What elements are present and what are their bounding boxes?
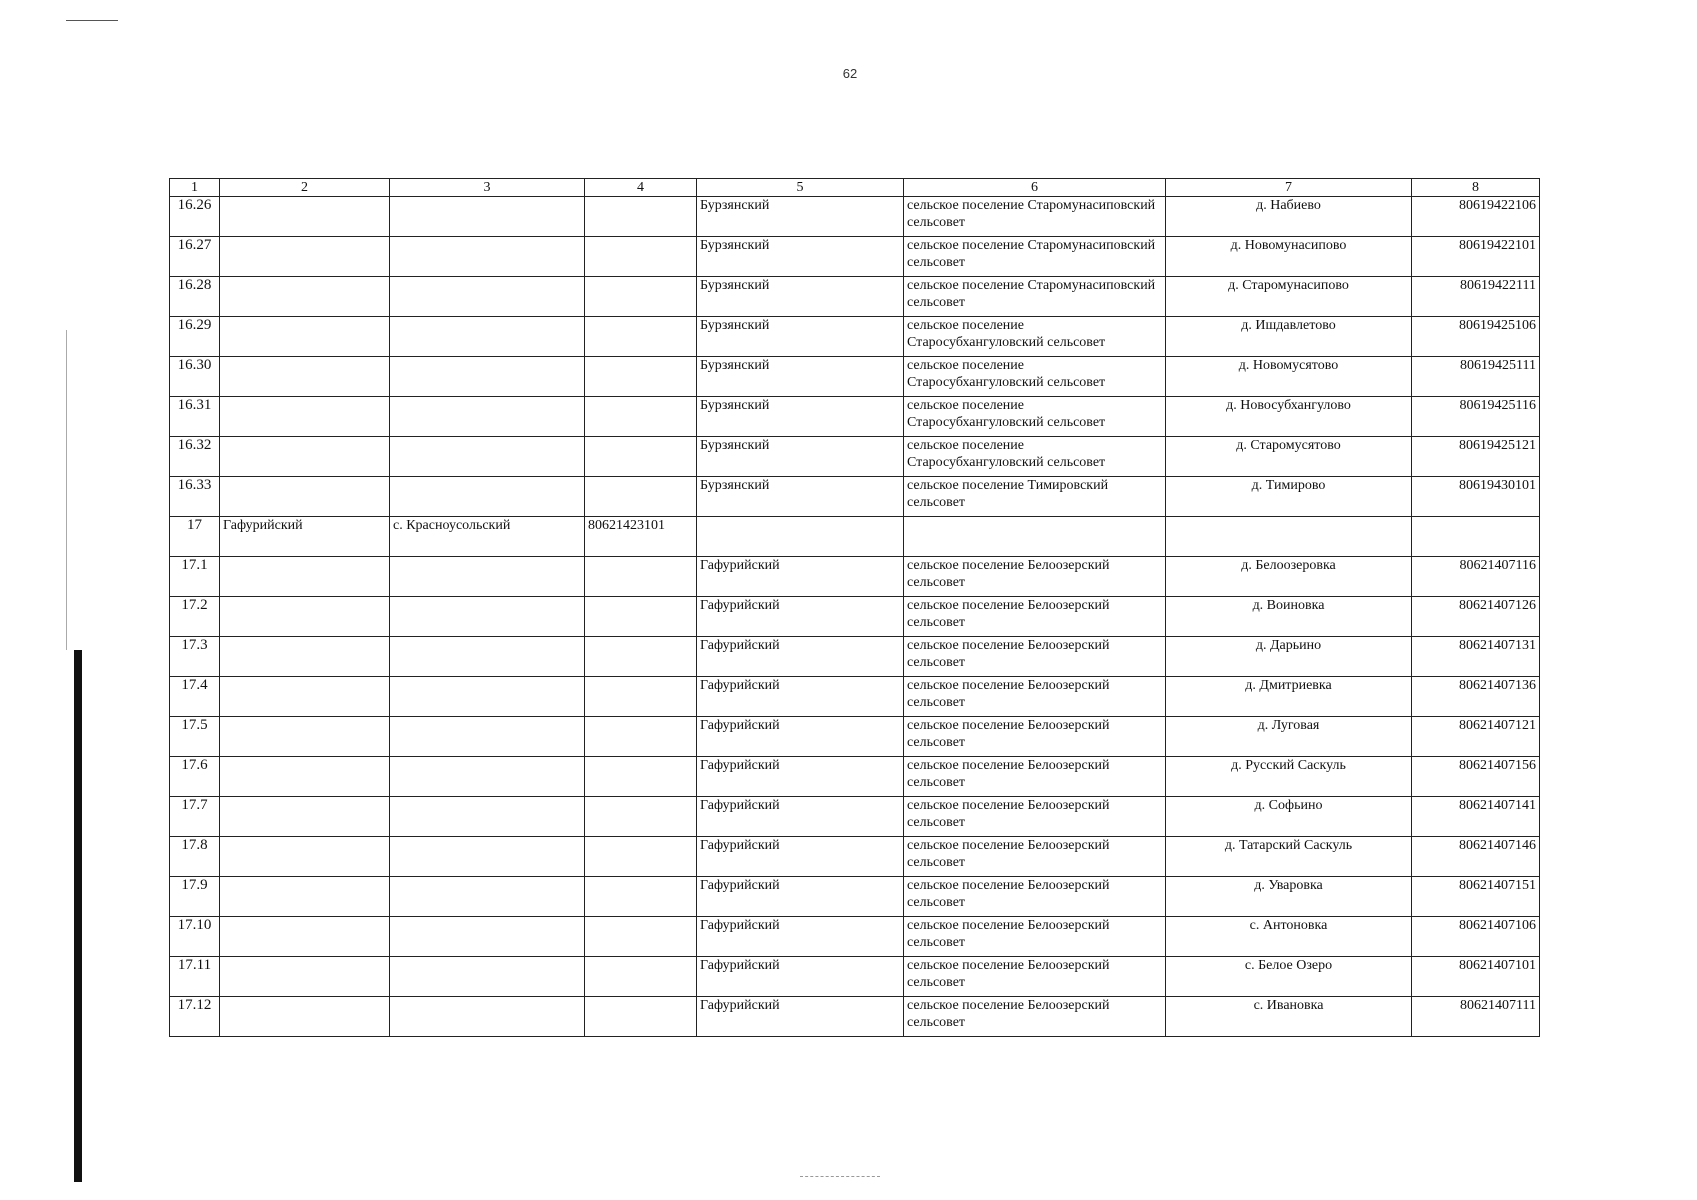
district-cell: Гафурийский [697,677,904,717]
row-number-cell: 17.8 [170,837,220,877]
district-cell: Гафурийский [697,917,904,957]
settlement-cell: сельское поселение Белоозерский сельсовет [904,597,1166,637]
row-number-cell: 16.33 [170,477,220,517]
oktmo-center-cell [585,797,697,837]
district-center-cell [220,757,390,797]
oktmo-center-cell [585,917,697,957]
table-row [170,957,1540,997]
oktmo-center-cell [585,597,697,637]
settlements-table [169,178,1540,1037]
settlement-cell: сельское поселение Белоозерский сельсовет [904,797,1166,837]
table-row [170,837,1540,877]
table-body [170,197,1540,1037]
header-cell-7: 7 [1166,179,1412,197]
row-number-cell: 17.5 [170,717,220,757]
header-cell-1: 1 [170,179,220,197]
district-center-cell [220,597,390,637]
table-row [170,237,1540,277]
village-cell: д. Белоозеровка [1166,557,1412,597]
oktmo-code-cell: 80621407141 [1412,797,1540,837]
oktmo-center-cell [585,277,697,317]
table-row [170,997,1540,1037]
district-center-cell [220,237,390,277]
row-number-cell: 17.9 [170,877,220,917]
oktmo-center-cell [585,237,697,277]
settlement-cell: сельское поселение Тимировский сельсовет [904,477,1166,517]
settlement-cell: сельское поселение Старомунасиповский сельсовет [904,277,1166,317]
header-cell-2: 2 [220,179,390,197]
settlement-cell: сельское поселение Белоозерский сельсовет [904,677,1166,717]
settlement-cell: сельское поселение Белоозерский сельсовет [904,757,1166,797]
row-number-cell: 16.27 [170,237,220,277]
scan-artifact [800,1176,880,1178]
table-row [170,557,1540,597]
locality-cell: с. Красноусольский [390,517,585,557]
district-cell: Гафурийский [697,957,904,997]
settlement-cell: сельское поселение Белоозерский сельсовет [904,717,1166,757]
oktmo-code-cell: 80619422106 [1412,197,1540,237]
district-center-cell [220,637,390,677]
header-row [170,179,1540,197]
oktmo-center-cell [585,637,697,677]
district-cell: Гафурийский [697,837,904,877]
village-cell: д. Луговая [1166,717,1412,757]
settlement-cell: сельское поселение Белоозерский сельсовет [904,877,1166,917]
oktmo-center-cell [585,717,697,757]
table-row [170,717,1540,757]
oktmo-center-cell [585,397,697,437]
district-cell: Бурзянский [697,197,904,237]
oktmo-code-cell: 80621407106 [1412,917,1540,957]
locality-cell [390,197,585,237]
locality-cell [390,837,585,877]
row-number-cell: 17.6 [170,757,220,797]
district-cell: Бурзянский [697,357,904,397]
village-cell: д. Воиновка [1166,597,1412,637]
district-center-cell [220,557,390,597]
oktmo-code-cell: 80619422101 [1412,237,1540,277]
locality-cell [390,597,585,637]
village-cell: д. Софьино [1166,797,1412,837]
district-cell: Гафурийский [697,637,904,677]
village-cell: с. Белое Озеро [1166,957,1412,997]
settlement-cell: сельское поселение Белоозерский сельсовет [904,917,1166,957]
scan-edge-line [66,330,67,650]
district-center-cell [220,877,390,917]
header-cell-5: 5 [697,179,904,197]
table-row [170,197,1540,237]
oktmo-center-cell [585,997,697,1037]
oktmo-center-cell [585,437,697,477]
oktmo-code-cell: 80621407151 [1412,877,1540,917]
village-cell: д. Новомусятово [1166,357,1412,397]
table-row [170,677,1540,717]
locality-cell [390,797,585,837]
district-cell: Гафурийский [697,877,904,917]
locality-cell [390,877,585,917]
locality-cell [390,677,585,717]
table-row [170,877,1540,917]
district-center-cell [220,717,390,757]
locality-cell [390,317,585,357]
table-row [170,917,1540,957]
district-center-cell: Гафурийский [220,517,390,557]
oktmo-code-cell: 80621407136 [1412,677,1540,717]
oktmo-center-cell: 80621423101 [585,517,697,557]
oktmo-code-cell: 80621407156 [1412,757,1540,797]
village-cell: д. Русский Саскуль [1166,757,1412,797]
settlement-cell: сельское поселение Белоозерский сельсовет [904,637,1166,677]
district-cell: Гафурийский [697,557,904,597]
row-number-cell: 17.10 [170,917,220,957]
district-cell: Гафурийский [697,717,904,757]
table-row [170,517,1540,557]
oktmo-code-cell: 80619425111 [1412,357,1540,397]
oktmo-code-cell: 80621407131 [1412,637,1540,677]
district-cell: Гафурийский [697,997,904,1037]
table-row [170,437,1540,477]
village-cell: д. Татарский Саскуль [1166,837,1412,877]
row-number-cell: 17.3 [170,637,220,677]
district-center-cell [220,437,390,477]
settlement-cell: сельское поселение Старосубхангуловский сельсовет [904,317,1166,357]
village-cell: д. Набиево [1166,197,1412,237]
oktmo-center-cell [585,477,697,517]
row-number-cell: 17.1 [170,557,220,597]
village-cell: д. Старомусятово [1166,437,1412,477]
district-center-cell [220,317,390,357]
table-row [170,597,1540,637]
table-row [170,397,1540,437]
locality-cell [390,477,585,517]
oktmo-center-cell [585,757,697,797]
village-cell: д. Дмитриевка [1166,677,1412,717]
oktmo-center-cell [585,317,697,357]
oktmo-code-cell: 80621407101 [1412,957,1540,997]
oktmo-code-cell: 80619430101 [1412,477,1540,517]
settlement-cell: сельское поселение Белоозерский сельсовет [904,557,1166,597]
village-cell: д. Дарьино [1166,637,1412,677]
locality-cell [390,997,585,1037]
settlement-cell: сельское поселение Старомунасиповский сельсовет [904,237,1166,277]
village-cell: д. Ишдавлетово [1166,317,1412,357]
village-cell [1166,517,1412,557]
oktmo-center-cell [585,557,697,597]
header-cell-8: 8 [1412,179,1540,197]
village-cell: с. Ивановка [1166,997,1412,1037]
village-cell: с. Антоновка [1166,917,1412,957]
district-cell: Бурзянский [697,397,904,437]
oktmo-code-cell: 80619425121 [1412,437,1540,477]
oktmo-code-cell: 80619422111 [1412,277,1540,317]
district-center-cell [220,837,390,877]
row-number-cell: 17 [170,517,220,557]
oktmo-center-cell [585,837,697,877]
table-row [170,797,1540,837]
district-center-cell [220,477,390,517]
district-center-cell [220,997,390,1037]
settlement-cell [904,517,1166,557]
village-cell: д. Новомунасипово [1166,237,1412,277]
district-cell: Бурзянский [697,437,904,477]
table-row [170,277,1540,317]
settlement-cell: сельское поселение Старосубхангуловский сельсовет [904,437,1166,477]
row-number-cell: 17.4 [170,677,220,717]
oktmo-code-cell: 80621407126 [1412,597,1540,637]
row-number-cell: 16.28 [170,277,220,317]
locality-cell [390,357,585,397]
row-number-cell: 16.31 [170,397,220,437]
row-number-cell: 16.32 [170,437,220,477]
settlement-cell: сельское поселение Старосубхангуловский сельсовет [904,397,1166,437]
oktmo-center-cell [585,877,697,917]
oktmo-code-cell: 80621407116 [1412,557,1540,597]
locality-cell [390,957,585,997]
district-cell: Бурзянский [697,477,904,517]
district-center-cell [220,357,390,397]
district-cell: Бурзянский [697,317,904,357]
table-row [170,637,1540,677]
header-cell-4: 4 [585,179,697,197]
district-cell: Гафурийский [697,797,904,837]
district-cell: Бурзянский [697,237,904,277]
settlement-cell: сельское поселение Старомунасиповский сельсовет [904,197,1166,237]
village-cell: д. Тимирово [1166,477,1412,517]
table-row [170,317,1540,357]
page-number: 62 [842,66,858,81]
district-center-cell [220,197,390,237]
locality-cell [390,917,585,957]
settlement-cell: сельское поселение Старосубхангуловский сельсовет [904,357,1166,397]
row-number-cell: 17.2 [170,597,220,637]
locality-cell [390,717,585,757]
oktmo-code-cell: 80621407111 [1412,997,1540,1037]
locality-cell [390,397,585,437]
row-number-cell: 17.7 [170,797,220,837]
village-cell: д. Старомунасипово [1166,277,1412,317]
oktmo-code-cell [1412,517,1540,557]
table-row [170,757,1540,797]
header-cell-3: 3 [390,179,585,197]
oktmo-center-cell [585,357,697,397]
oktmo-center-cell [585,677,697,717]
settlement-cell: сельское поселение Белоозерский сельсовет [904,957,1166,997]
locality-cell [390,637,585,677]
district-center-cell [220,957,390,997]
locality-cell [390,557,585,597]
scan-edge-bar [74,650,82,1182]
settlement-cell: сельское поселение Белоозерский сельсовет [904,997,1166,1037]
district-cell [697,517,904,557]
oktmo-code-cell: 80619425116 [1412,397,1540,437]
table-row [170,477,1540,517]
district-cell: Гафурийский [697,597,904,637]
scan-mark [66,20,118,21]
locality-cell [390,237,585,277]
district-center-cell [220,277,390,317]
village-cell: д. Уваровка [1166,877,1412,917]
row-number-cell: 16.26 [170,197,220,237]
district-cell: Гафурийский [697,757,904,797]
locality-cell [390,277,585,317]
oktmo-center-cell [585,197,697,237]
district-cell: Бурзянский [697,277,904,317]
oktmo-code-cell: 80621407146 [1412,837,1540,877]
row-number-cell: 17.12 [170,997,220,1037]
table-row [170,357,1540,397]
district-center-cell [220,397,390,437]
locality-cell [390,757,585,797]
oktmo-code-cell: 80621407121 [1412,717,1540,757]
district-center-cell [220,677,390,717]
header-cell-6: 6 [904,179,1166,197]
village-cell: д. Новосубхангулово [1166,397,1412,437]
locality-cell [390,437,585,477]
district-center-cell [220,797,390,837]
row-number-cell: 17.11 [170,957,220,997]
row-number-cell: 16.29 [170,317,220,357]
oktmo-code-cell: 80619425106 [1412,317,1540,357]
row-number-cell: 16.30 [170,357,220,397]
district-center-cell [220,917,390,957]
settlement-cell: сельское поселение Белоозерский сельсовет [904,837,1166,877]
oktmo-center-cell [585,957,697,997]
